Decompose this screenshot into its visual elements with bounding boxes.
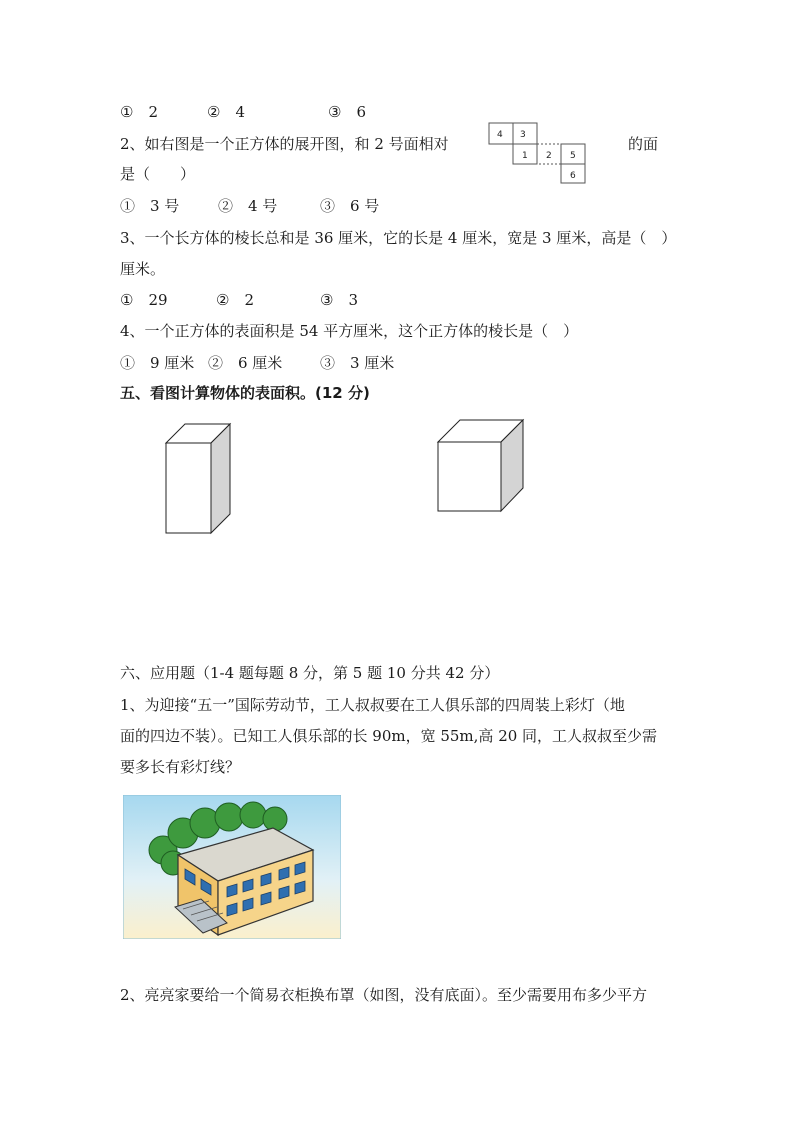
q2-text-tail: 的面 [628,135,659,153]
net-label-3: 3 [520,130,526,140]
q3-text: 3、一个长方体的棱长总和是 36 厘米，它的长是 4 厘米，宽是 3 厘米，高是（ ） [120,229,677,247]
q3-option-2: ② 2 [216,291,254,309]
section6-title: 六、应用题（1-4 题每题 8 分，第 5 题 10 分共 42 分） [120,664,500,682]
problem1-line2: 面的四边不装）。已知工人俱乐部的长 90m，宽 55m,高 20 同，工人叔叔至少需 [120,727,658,745]
q4-option-3: ③ 3 厘米 [320,354,395,372]
q2-text: 2、如右图是一个正方体的展开图，和 2 号面相对 [120,135,449,153]
q3-option-3: ③ 3 [320,291,358,309]
problem2-text: 2、亮亮家要给一个简易衣柜换布罩（如图，没有底面）。至少需要用布多少平方 [120,986,648,1004]
q4-option-2: ② 6 厘米 [208,354,283,372]
prev-option-1: ① 2 [120,103,158,121]
prev-option-3: ③ 6 [328,103,366,121]
net-label-4: 4 [497,130,503,140]
section5-title: 五、看图计算物体的表面积。(12 分) [120,384,370,402]
cuboid-figure [164,422,239,537]
prev-option-2: ② 4 [207,103,245,121]
q2-text-cont: 是（ ） [120,165,196,183]
q2-option-2: ② 4 号 [218,197,278,215]
problem1-line3: 要多长有彩灯线？ [120,758,241,776]
net-label-5: 5 [570,151,576,161]
q3-text-cont: 厘米。 [120,260,166,278]
q3-option-1: ① 29 [120,291,168,309]
cube-net-diagram [487,121,587,185]
q4-text: 4、一个正方体的表面积是 54 平方厘米，这个正方体的棱长是（ ） [120,322,579,340]
cube-figure [436,418,528,514]
problem1-line1: 1、为迎接“五一”国际劳动节，工人叔叔要在工人俱乐部的四周装上彩灯（地 [120,696,625,714]
q2-option-1: ① 3 号 [120,197,180,215]
club-building-illustration [123,795,341,939]
net-label-2: 2 [546,151,552,161]
net-label-6: 6 [570,171,576,181]
net-label-1: 1 [522,151,528,161]
q4-option-1: ① 9 厘米 [120,354,195,372]
q2-option-3: ③ 6 号 [320,197,380,215]
